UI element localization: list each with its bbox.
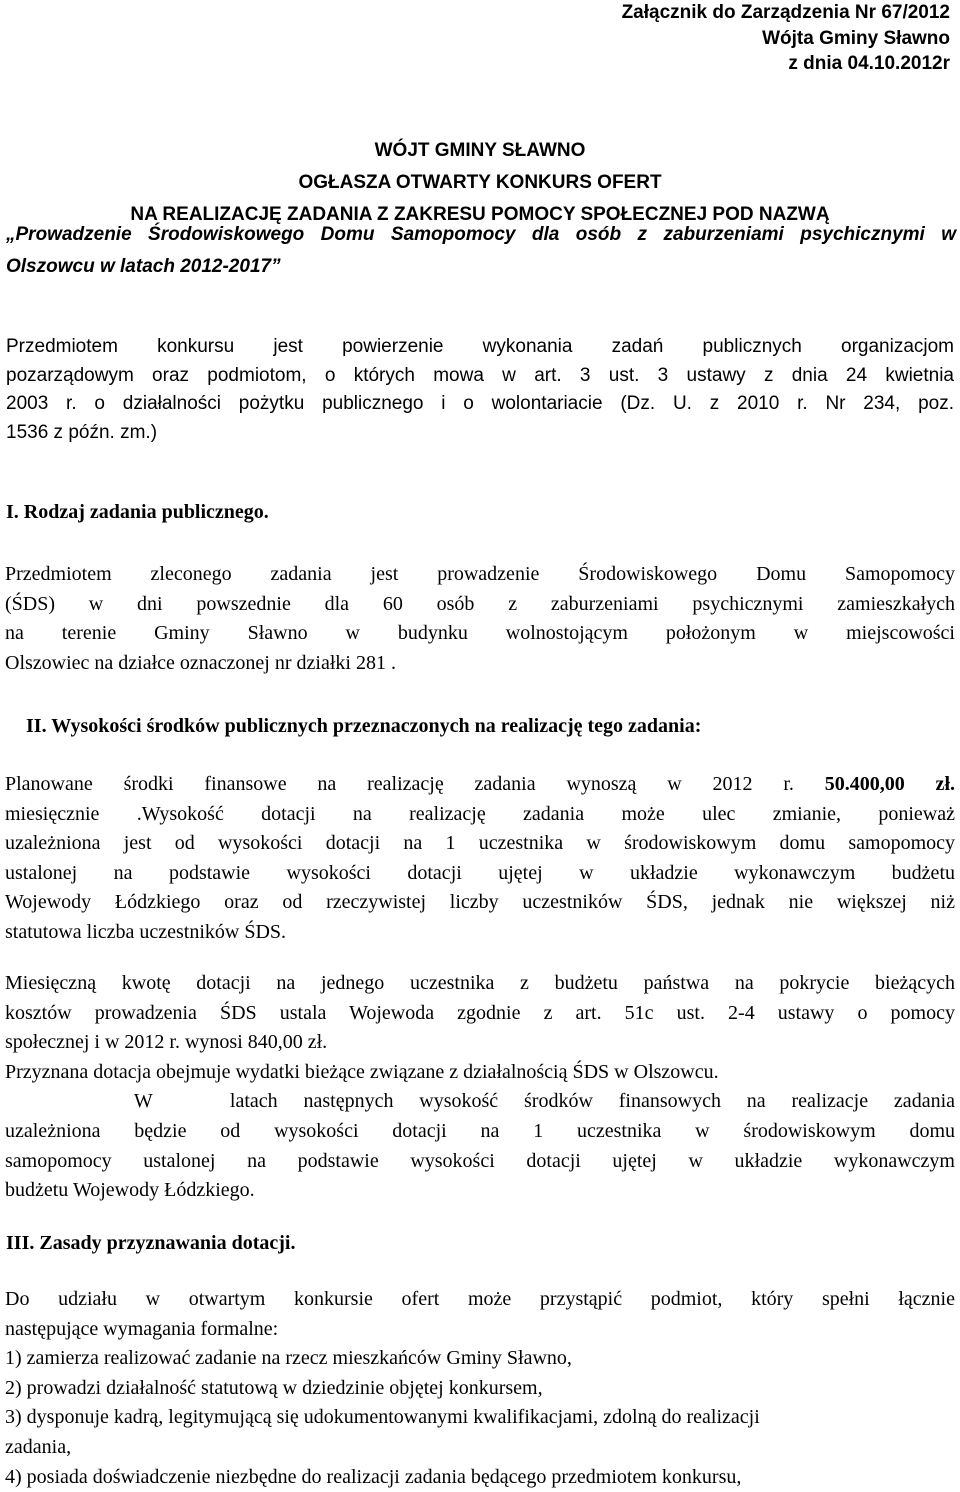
section-3-line: Do udziału w otwartym konkursie ofert może przystąpić podmiot, który spełni łącznie	[5, 1288, 955, 1310]
title-line-1: WÓJT GMINY SŁAWNO	[374, 140, 586, 161]
section-2-line: Wojewody Łódzkiego oraz od rzeczywistej liczby uczestników ŚDS, jednak nie większej niż	[5, 891, 955, 914]
section-2-heading: II. Wysokości środków publicznych przeznaczonych na realizację tego zadania:	[26, 715, 702, 737]
section-3-line: 2) prowadzi działalność statutową w dziedzinie objętej konkursem,	[5, 1376, 543, 1399]
intro-line: Przedmiotem konkursu jest powierzenie wykonania zadań publicznych organizacjom	[6, 336, 954, 357]
section-3-paragraph	[5, 1285, 955, 1492]
section-1-line: Przedmiotem zleconego zadania jest prowadzenie Środowiskowego Domu Samopomocy	[5, 563, 955, 585]
section-2-line: statutowa liczba uczestników ŚDS.	[5, 920, 287, 943]
intro-paragraph	[6, 333, 954, 447]
intro-line: 2003 r. o działalności pożytku publicznego i o wolontariacie (Dz. U. z 2010 r. Nr 234, poz.	[6, 393, 954, 415]
section-2-line: społecznej i w 2012 r. wynosi 840,00 zł.	[5, 1031, 328, 1054]
section-1-line: (ŚDS) w dni powszednie dla 60 osób z zaburzeniami psychicznymi zamieszkałych	[5, 592, 955, 615]
intro-line: 1536 z późn. zm.)	[6, 421, 158, 443]
section-2-line: kosztów prowadzenia ŚDS ustala Wojewoda zgodnie z art. 51c ust. 2-4 ustawy o pomocy	[5, 1001, 955, 1024]
title-line-2: OGŁASZA OTWARTY KONKURS OFERT	[298, 172, 662, 193]
title-line-3: NA REALIZACJĘ ZADANIA Z ZAKRESU POMOCY SPOŁECZNEJ POD NAZWĄ	[130, 204, 830, 225]
section-2-line: samopomocy ustalonej na podstawie wysokości dotacji ujętej w układzie wykonawczym	[5, 1149, 955, 1172]
section-2-line: W latach następnych wysokość środków finansowych na realizacje zadania	[5, 1090, 955, 1113]
annex-line-3: z dnia 04.10.2012r	[788, 53, 950, 74]
section-2-line: Miesięczną kwotę dotacji na jednego uczestnika z budżetu państwa na pokrycie bieżących	[5, 972, 955, 994]
section-2-line: uzależniona będzie od wysokości dotacji na 1 uczestnika w środowiskowym domu	[5, 1119, 955, 1142]
section-3-line: 4) posiada doświadczenie niezbędne do realizacji zadania będącego przedmiotem konkursu,	[5, 1465, 742, 1488]
section-3-line: 3) dysponuje kadrą, legitymującą się udokumentowanymi kwalifikacjami, zdolną do realizacji	[5, 1406, 760, 1429]
planned-funds-amount: 50.400,00 zł.	[824, 773, 955, 795]
section-2-line: uzależniona jest od wysokości dotacji na 1 uczestnika w środowiskowym domu samopomocy	[5, 832, 955, 855]
section-2-line: miesięcznie .Wysokość dotacji na realizację zadania może ulec zmianie, ponieważ	[5, 802, 955, 825]
section-3-heading: III. Zasady przyznawania dotacji.	[6, 1232, 296, 1254]
annex-line-1: Załącznik do Zarządzenia Nr 67/2012	[621, 2, 950, 23]
section-2-paragraph-2	[5, 969, 955, 1206]
section-1-paragraph	[5, 560, 955, 678]
task-name-line-1: „Prowadzenie Środowiskowego Domu Samopomocy dla osób z zaburzeniami psychicznymi w	[6, 224, 956, 245]
task-name-line-2: Olszowcu w latach 2012-2017”	[6, 256, 281, 277]
section-1-line: na terenie Gminy Sławno w budynku wolnostojącym położonym w miejscowości	[5, 622, 955, 645]
section-2-line: Przyznana dotacja obejmuje wydatki bieżące związane z działalnością ŚDS w Olszowcu.	[5, 1060, 719, 1083]
section-1-heading: I. Rodzaj zadania publicznego.	[6, 501, 269, 523]
section-2-line: budżetu Wojewody Łódzkiego.	[5, 1179, 255, 1202]
section-3-line: następujące wymagania formalne:	[5, 1317, 279, 1340]
section-3-line: zadania,	[5, 1435, 72, 1458]
section-2-line: ustalonej na podstawie wysokości dotacji ujętej w układzie wykonawczym budżetu	[5, 861, 955, 884]
announcement-title	[0, 135, 960, 231]
annex-line-2: Wójta Gminy Sławno	[762, 27, 950, 49]
section-3-line: 1) zamierza realizować zadanie na rzecz mieszkańców Gminy Sławno,	[5, 1347, 572, 1370]
section-2-paragraph-1	[5, 770, 955, 948]
annex-header	[622, 0, 950, 77]
section-1-line: Olszowiec na działce oznaczonej nr działki 281 .	[5, 651, 396, 674]
planned-funds-text: Planowane środki finansowe na realizację zadania wynoszą w 2012 r.	[5, 773, 794, 795]
task-name	[6, 219, 956, 283]
intro-line: pozarządowym oraz podmiotom, o których mowa w art. 3 ust. 3 ustawy z dnia 24 kwietnia	[6, 364, 954, 386]
section-2-line	[5, 770, 955, 800]
